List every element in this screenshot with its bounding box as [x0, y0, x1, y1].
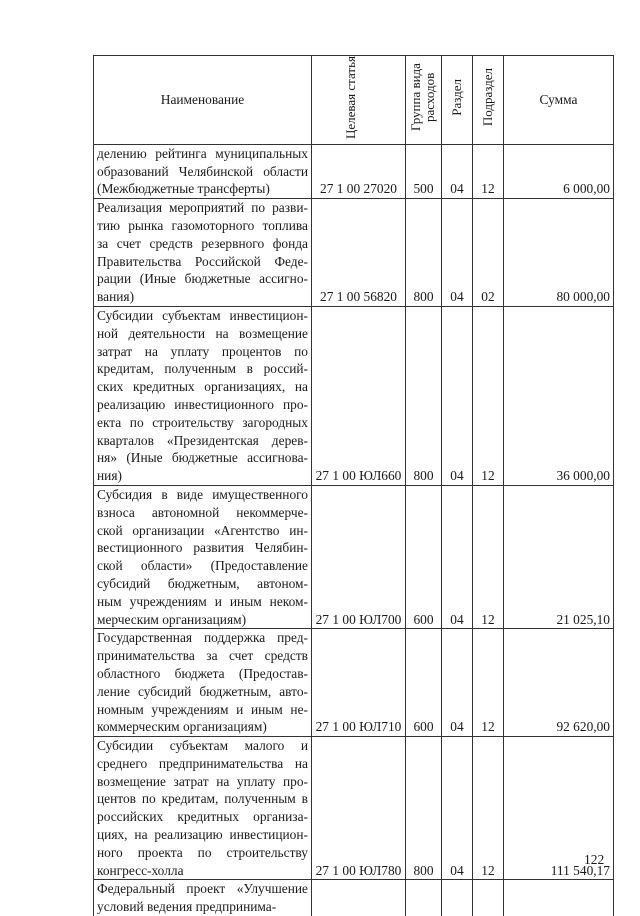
row-name-line: (Межбюджетные трансферты): [97, 181, 270, 197]
row-name-line: реализацию инвестиционного про-: [97, 396, 308, 412]
row-subsection: 12: [473, 485, 504, 628]
table-row: [94, 880, 614, 916]
table-row: [94, 199, 614, 307]
row-name-line: номным учреждениям и иным не-: [97, 701, 308, 717]
row-name-line: рации (Иные бюджетные ассигно-: [97, 271, 308, 287]
row-section: 04: [442, 629, 473, 737]
row-name-line: вестиционного развития Челябин-: [97, 540, 308, 556]
row-target-article: 27 1 00 27020: [312, 144, 406, 198]
row-name-cell: [94, 737, 312, 880]
row-name-line: взноса автономной некоммерче-: [97, 504, 308, 520]
row-name-line: областного бюджета (Предостав-: [97, 665, 308, 681]
row-section: 04: [442, 306, 473, 485]
row-amount: 6 000,00: [504, 144, 614, 198]
row-name-line: возмещение затрат на уплату про-: [97, 773, 308, 789]
row-name-cell: [94, 199, 312, 307]
table-row: [94, 737, 614, 880]
row-expense-group: 800: [406, 306, 442, 485]
row-name-line: екта по строительству загородных: [97, 414, 308, 430]
row-amount: 21 025,10: [504, 485, 614, 628]
row-name-line: ным учреждениям и иным неком-: [97, 593, 308, 609]
header-name: Наименование: [94, 56, 312, 145]
row-name-line: Субсидии субъектам инвестицион-: [97, 307, 308, 323]
row-name-line: вания): [97, 289, 135, 305]
row-name-line: конгресс-холла: [97, 862, 184, 878]
row-name-line: ской области» (Предоставление: [97, 558, 308, 574]
row-name-cell: [94, 306, 312, 485]
table-row: [94, 144, 614, 198]
row-name-line: Правительства Российской Феде-: [97, 253, 308, 269]
row-subsection: 12: [473, 144, 504, 198]
row-section: [442, 880, 473, 916]
row-name-line: циях, на реализацию инвестицион-: [97, 827, 308, 843]
row-name-line: условий ведения предпринима-: [97, 899, 277, 915]
row-name-line: коммерческим организациям): [97, 719, 267, 735]
row-name-line: ния): [97, 468, 122, 484]
row-name-cell: [94, 880, 312, 916]
row-expense-group: 800: [406, 737, 442, 880]
row-name-line: ских кредитных организациях, на: [97, 379, 308, 395]
row-expense-group: 600: [406, 629, 442, 737]
row-amount: [504, 880, 614, 916]
row-amount: 80 000,00: [504, 199, 614, 307]
row-target-article: 27 1 00 ЮЛ780: [312, 737, 406, 880]
row-name-line: за счет средств резервного фонда: [97, 235, 308, 251]
row-expense-group: 800: [406, 199, 442, 307]
row-name-line: тию рынка газомоторного топлива: [97, 217, 308, 233]
header-section: Раздел: [442, 56, 473, 145]
row-name-cell: [94, 485, 312, 628]
header-target-article: Целевая статья: [312, 56, 406, 145]
row-name-line: затрат на уплату процентов по: [97, 343, 308, 359]
row-section: 04: [442, 737, 473, 880]
row-name-line: Государственная поддержка пред-: [97, 630, 308, 646]
row-name-line: Реализация мероприятий по разви-: [97, 200, 308, 216]
table-header-row: [94, 56, 614, 145]
row-name-line: образований Челябинской области: [97, 163, 308, 179]
row-subsection: 02: [473, 199, 504, 307]
row-name-line: ление субсидий бюджетным, авто-: [97, 683, 308, 699]
row-name-line: субсидий бюджетным, автоном-: [97, 575, 308, 591]
row-name-cell: [94, 144, 312, 198]
table-row: [94, 485, 614, 628]
row-name-line: делению рейтинга муниципальных: [97, 145, 308, 161]
header-subsection: Подраздел: [473, 56, 504, 145]
row-name-line: ня» (Иные бюджетные ассигнова-: [97, 450, 308, 466]
row-name-line: Федеральный проект «Улучшение: [97, 881, 308, 897]
row-name-line: кредитам, полученным в россий-: [97, 361, 308, 377]
page-number: 122: [584, 852, 605, 867]
row-amount: 36 000,00: [504, 306, 614, 485]
row-name-line: мерческим организациям): [97, 611, 247, 627]
header-amount: Сумма: [504, 56, 614, 145]
row-target-article: 27 1 00 56820: [312, 199, 406, 307]
row-expense-group: 600: [406, 485, 442, 628]
header-expense-group: Группа вида расходов: [406, 56, 442, 145]
table-body: [94, 144, 614, 916]
row-name-line: Субсидии субъектам малого и: [97, 738, 308, 754]
row-subsection: [473, 880, 504, 916]
row-expense-group: 500: [406, 144, 442, 198]
row-name-cell: [94, 629, 312, 737]
row-name-line: принимательства за счет средств: [97, 648, 308, 664]
row-subsection: 12: [473, 629, 504, 737]
row-section: 04: [442, 199, 473, 307]
row-expense-group: [406, 880, 442, 916]
row-name-line: ного проекта по строительству: [97, 844, 308, 860]
table-row: [94, 629, 614, 737]
row-target-article: 27 1 00 ЮЛ710: [312, 629, 406, 737]
row-amount: 111 540,17: [504, 737, 614, 880]
table-row: [94, 306, 614, 485]
row-name-line: центов по кредитам, полученным в: [97, 791, 308, 807]
budget-table: [93, 55, 614, 916]
row-subsection: 12: [473, 306, 504, 485]
row-name-line: среднего предпринимательства на: [97, 755, 308, 771]
row-target-article: [312, 880, 406, 916]
row-name-line: ской организации «Агентство ин-: [97, 522, 308, 538]
row-name-line: российских кредитных организа-: [97, 809, 308, 825]
row-section: 04: [442, 144, 473, 198]
row-section: 04: [442, 485, 473, 628]
row-name-line: ной деятельности на возмещение: [97, 325, 308, 341]
row-name-line: кварталов «Президентская дерев-: [97, 432, 308, 448]
row-subsection: 12: [473, 737, 504, 880]
row-target-article: 27 1 00 ЮЛ660: [312, 306, 406, 485]
row-amount: 92 620,00: [504, 629, 614, 737]
row-name-line: Субсидия в виде имущественного: [97, 486, 308, 502]
row-target-article: 27 1 00 ЮЛ700: [312, 485, 406, 628]
